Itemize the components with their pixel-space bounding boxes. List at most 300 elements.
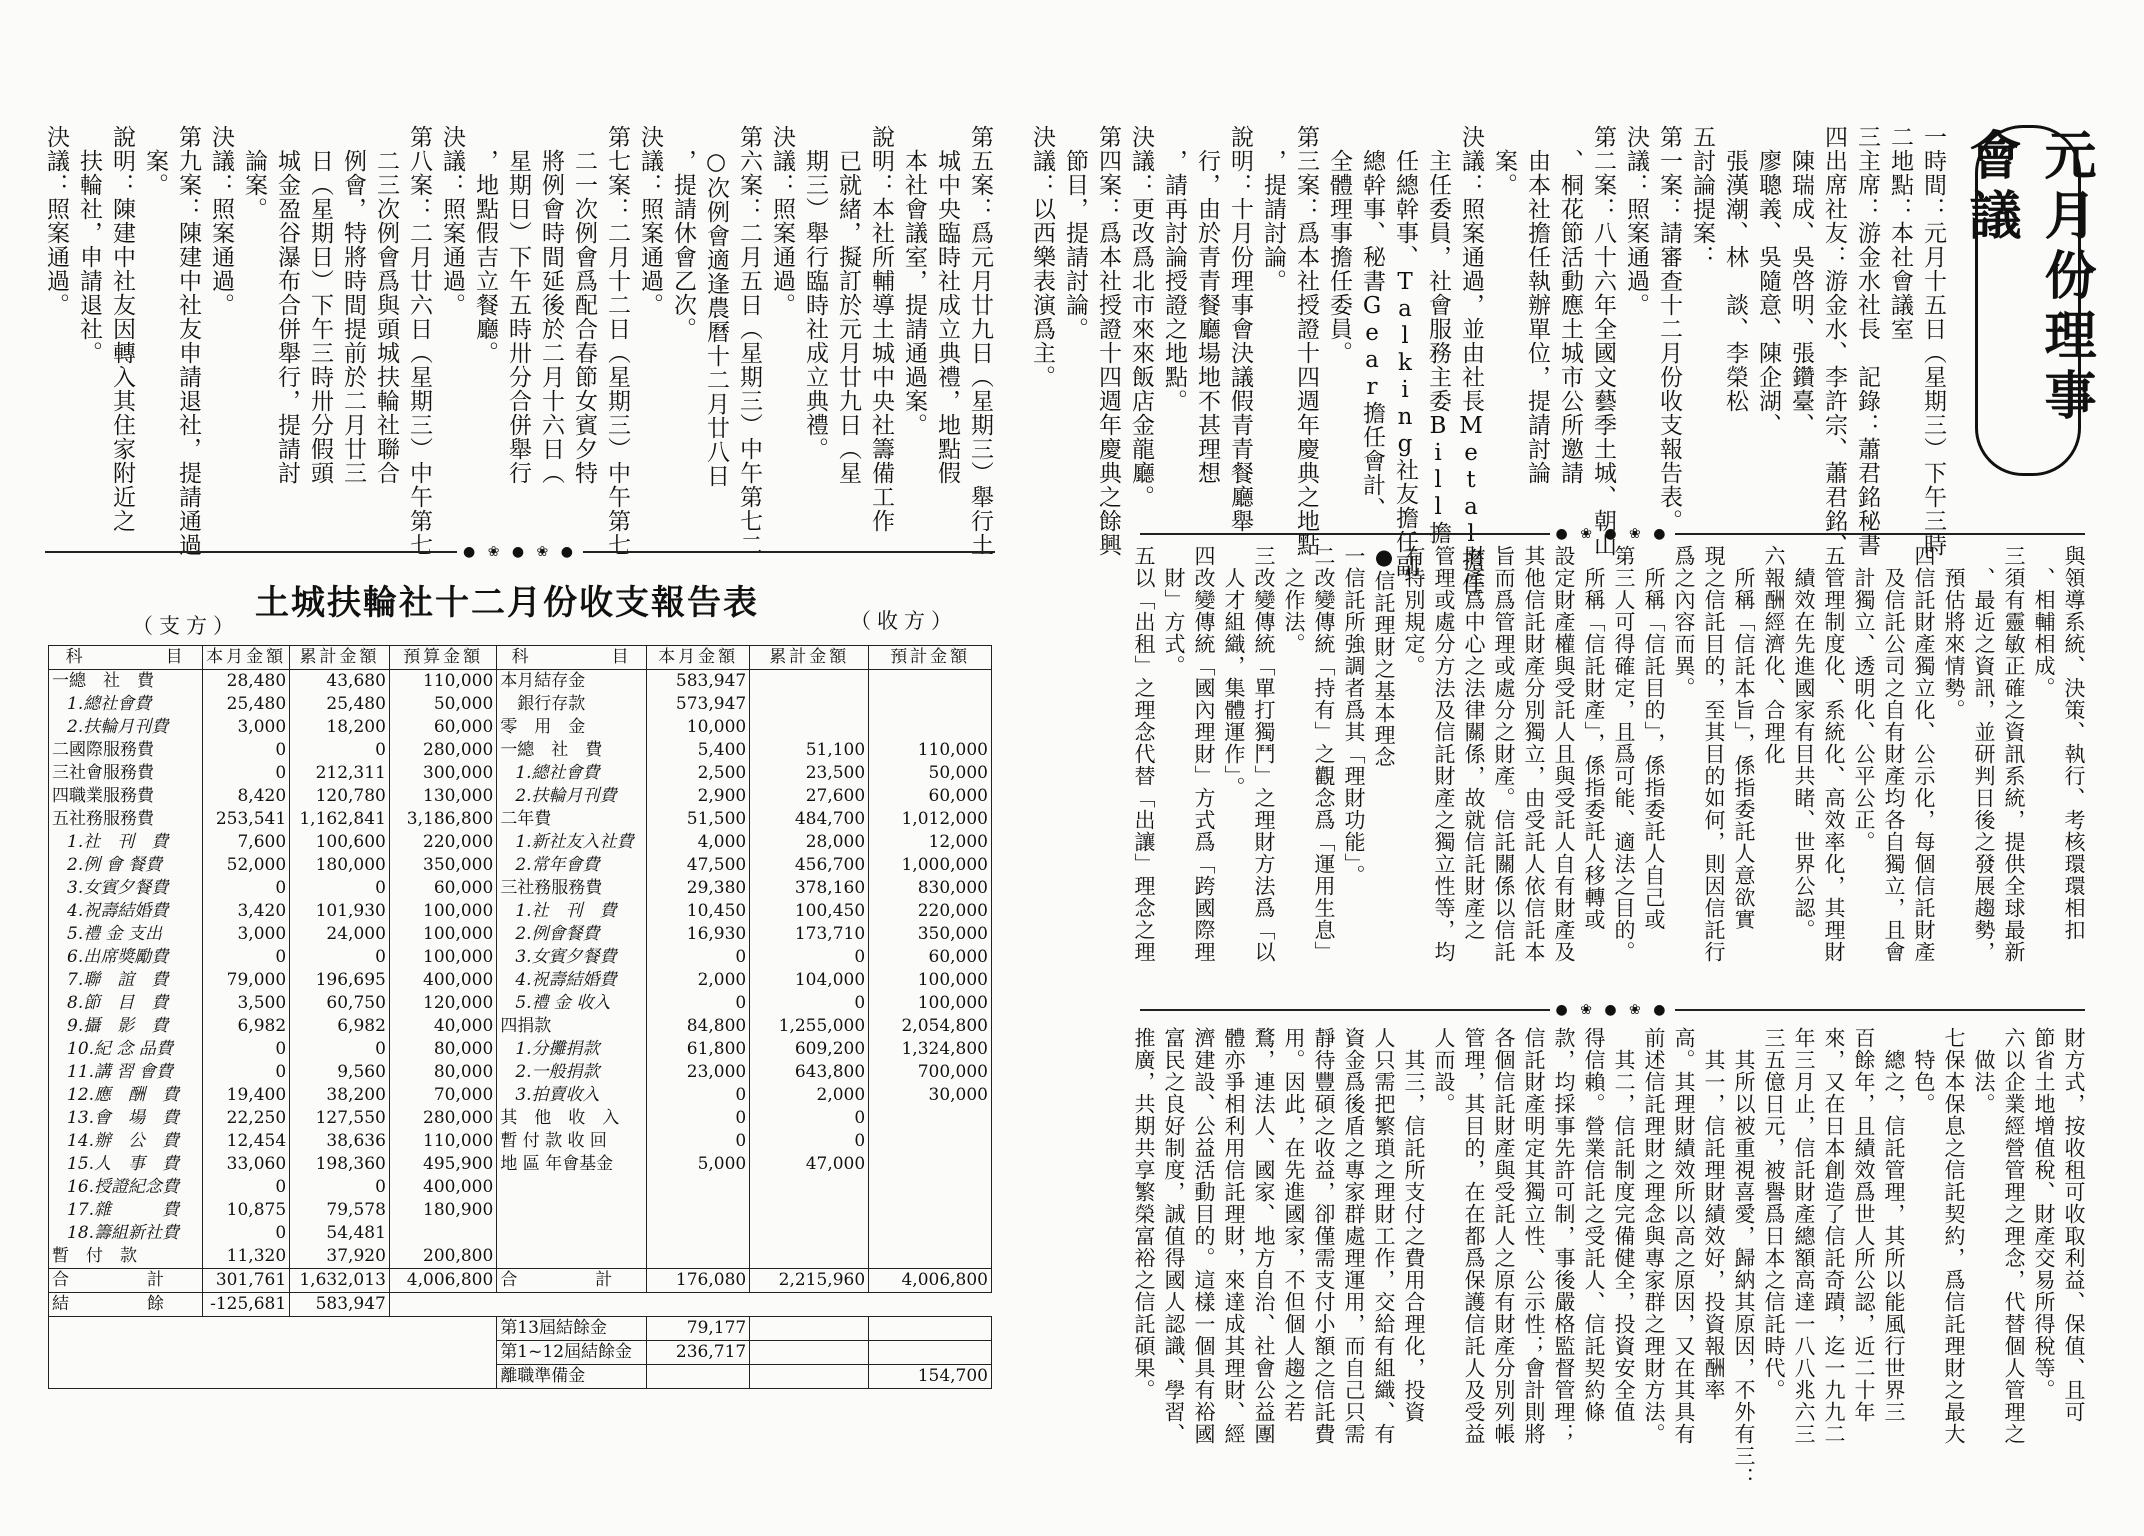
table-cell: 2.扶輪月刊費	[49, 716, 203, 739]
motion-line: 說明：陳建中社友因轉入其住家附近之	[109, 125, 135, 533]
table-row	[49, 1199, 992, 1222]
table-cell: 47,500	[646, 854, 749, 877]
total-cum: 1,632,013	[290, 1269, 390, 1293]
table-cell: 1,324,800	[869, 1038, 992, 1061]
table-cell: 100,000	[869, 969, 992, 992]
meeting-minutes-text	[1025, 125, 1949, 596]
table-cell: 79,000	[203, 969, 290, 992]
table-cell: 29,380	[646, 877, 749, 900]
minutes-line: 決議：照案通過。	[1623, 125, 1649, 317]
table-row	[49, 923, 992, 946]
trust-article-column-1	[1129, 545, 2089, 990]
article-line: 三改變傳統「單打獨鬥」之理財方法爲「以	[1252, 545, 1276, 963]
article-line: 體亦爭相利用信託理財，來達成其理財、經	[1222, 1027, 1246, 1445]
article-line: 一信託所強調者爲其「理財功能」。	[1342, 545, 1366, 887]
table-cell: 0	[290, 946, 390, 969]
table-cell: 2,000	[646, 969, 749, 992]
minutes-line: 行，由於青青餐廳場地不甚理想	[1194, 125, 1220, 485]
table-cell: 0	[290, 1176, 390, 1199]
header-cell: 科 目	[497, 646, 647, 670]
article-line: 其一，信託理財績效好，投資報酬率	[1702, 1027, 1726, 1401]
table-cell: 30,000	[869, 1084, 992, 1107]
motion-line: 決議：照案通過。	[637, 125, 663, 317]
minutes-line: 、桐花節活動應土城市公所邀請	[1557, 125, 1583, 485]
table-cell: 100,600	[290, 831, 390, 854]
table-cell: 三社會服務費	[49, 762, 203, 785]
table-row	[49, 854, 992, 877]
income-total-month: 176,080	[646, 1269, 749, 1293]
table-cell: 27,600	[750, 785, 869, 808]
table-row	[49, 739, 992, 762]
table-cell: 1,012,000	[869, 808, 992, 831]
minutes-line: 全體理事擔任委員。	[1326, 125, 1352, 365]
table-cell: 2,500	[646, 762, 749, 785]
table-cell: 12,454	[203, 1130, 290, 1153]
balance-label: 結 餘	[49, 1293, 203, 1317]
table-cell: 54,481	[290, 1222, 390, 1245]
table-cell: 3,000	[203, 716, 290, 739]
table-cell: 10,450	[646, 900, 749, 923]
divider-mid-right: ● ❀ ● ❀ ●	[1140, 1003, 2085, 1017]
minutes-line: 第一案：請審查十二月份收支報告表。	[1656, 125, 1682, 533]
table-cell	[646, 1222, 749, 1245]
table-cell: 7,600	[203, 831, 290, 854]
table-cell: 0	[646, 1084, 749, 1107]
total-row	[49, 1269, 992, 1293]
minutes-line: 主任委員，社會服務主委Bill擔	[1425, 125, 1451, 545]
table-cell: 104,000	[750, 969, 869, 992]
table-cell: 50,000	[869, 762, 992, 785]
table-cell: 5,000	[646, 1153, 749, 1176]
table-cell: 573,947	[646, 693, 749, 716]
table-cell: 8,420	[203, 785, 290, 808]
table-cell	[750, 716, 869, 739]
table-cell: 4,000	[646, 831, 749, 854]
extra-label: 離職準備金	[497, 1365, 647, 1389]
table-cell: 0	[750, 1130, 869, 1153]
table-cell: 18,200	[290, 716, 390, 739]
motion-line: 期三）舉行臨時社成立典禮。	[802, 125, 828, 461]
table-cell: 0	[290, 877, 390, 900]
table-cell: 0	[203, 1176, 290, 1199]
table-cell: 0	[203, 946, 290, 969]
table-cell: 二年費	[497, 808, 647, 831]
article-line: 績效在先進國家有目共睹、世界公認。	[1792, 545, 1816, 941]
table-cell: 643,800	[750, 1061, 869, 1084]
motion-line: 案。	[142, 125, 168, 197]
table-cell: 350,000	[869, 923, 992, 946]
article-line: 其二，信託制度完備健全，投資安全值	[1612, 1027, 1636, 1423]
table-cell	[750, 1176, 869, 1199]
motion-line: 例會，特將時間提前於二月廿三	[340, 125, 366, 485]
table-cell: 101,930	[290, 900, 390, 923]
table-cell: 70,000	[389, 1084, 496, 1107]
table-cell: 3.女賓夕餐費	[49, 877, 203, 900]
article-line: 及信託公司之自有財產均各自獨立，且會	[1882, 545, 1906, 963]
table-cell: 100,000	[389, 946, 496, 969]
table-cell: 1.總社會費	[49, 693, 203, 716]
article-line: 節省土地增值稅、財產交易所得稅等。	[2032, 1027, 2056, 1401]
table-cell: 16,930	[646, 923, 749, 946]
empty-cell	[646, 1293, 749, 1317]
article-line: 鶩，連法人、國家、地方自治、社會公益團	[1252, 1027, 1276, 1445]
table-cell: 2.例 會 餐費	[49, 854, 203, 877]
article-line: 所稱「信託目的」，係指委託人自己或	[1642, 545, 1666, 931]
table-cell: 0	[290, 739, 390, 762]
article-line: 富民之良好制度，誠值得國人認識、學習、	[1162, 1027, 1186, 1445]
table-cell: 38,636	[290, 1130, 390, 1153]
table-cell: 0	[203, 739, 290, 762]
table-cell: 11,320	[203, 1245, 290, 1269]
table-cell: 二國際服務費	[49, 739, 203, 762]
table-cell: 60,000	[869, 946, 992, 969]
table-cell: 10,000	[646, 716, 749, 739]
table-cell	[750, 693, 869, 716]
table-cell: 25,480	[290, 693, 390, 716]
table-cell: 6,982	[290, 1015, 390, 1038]
article-line: 資金爲後盾之專家群處理運用，而自己只需	[1342, 1027, 1366, 1445]
header-cell: 本月金額	[646, 646, 749, 670]
article-line: 之作法。	[1282, 545, 1306, 655]
table-cell: 28,480	[203, 670, 290, 694]
extra-label: 第13屆結餘金	[497, 1317, 647, 1341]
table-cell: 9,560	[290, 1061, 390, 1084]
table-row	[49, 762, 992, 785]
table-cell: 7.聯 誼 費	[49, 969, 203, 992]
motion-line: 城中央臨時社成立典禮，地點假	[934, 125, 960, 485]
table-cell	[869, 1130, 992, 1153]
total-budget: 4,006,800	[389, 1269, 496, 1293]
table-cell: 10,875	[203, 1199, 290, 1222]
minutes-line: 四出席社友：游金水、李許宗、蕭君銘、	[1821, 125, 1847, 557]
table-cell	[750, 1222, 869, 1245]
motion-line: 星期日）下午五時卅分合併舉行	[505, 125, 531, 485]
table-cell: 0	[646, 1107, 749, 1130]
table-cell: 0	[203, 1222, 290, 1245]
article-line: 各個信託財產與受託人之原有財產分別列帳	[1492, 1027, 1516, 1445]
motion-line: 決議：照案通過。	[769, 125, 795, 317]
table-cell	[497, 1245, 647, 1269]
table-cell: 50,000	[389, 693, 496, 716]
table-cell: 43,680	[290, 670, 390, 694]
table-cell: 0	[646, 992, 749, 1015]
table-row	[49, 877, 992, 900]
motion-line: 論案。	[241, 125, 267, 221]
table-cell	[497, 1199, 647, 1222]
article-line: 人才組織，集體運作」。	[1222, 545, 1246, 799]
minutes-line: 由本社擔任執辦單位，提請討論	[1524, 125, 1550, 485]
total-label: 合 計	[49, 1269, 203, 1293]
table-cell: 52,000	[203, 854, 290, 877]
table-cell: 0	[203, 877, 290, 900]
table-cell	[869, 716, 992, 739]
minutes-line: 五討論提案：	[1689, 125, 1715, 269]
table-row	[49, 1153, 992, 1176]
minutes-line: 第三案：爲本社授證十四週年慶典之地點	[1293, 125, 1319, 557]
balance-cum: 583,947	[290, 1293, 390, 1317]
motion-line: 二三次例會爲與頭城扶輪社聯合	[373, 125, 399, 485]
table-cell: 13.會 場 費	[49, 1107, 203, 1130]
table-row	[49, 1107, 992, 1130]
article-line: ●信託理財之基本理念	[1372, 545, 1396, 768]
table-cell: 15.人 事 費	[49, 1153, 203, 1176]
table-cell: 6.出席獎勵費	[49, 946, 203, 969]
table-cell: 4.祝壽結婚費	[497, 969, 647, 992]
table-cell: 3.女賓夕餐費	[497, 946, 647, 969]
table-cell: 60,000	[389, 877, 496, 900]
article-line: 六報酬經濟化、合理化	[1762, 545, 1786, 765]
motion-line: ，地點假吉立餐廳。	[472, 125, 498, 365]
table-cell: 0	[290, 1038, 390, 1061]
table-cell: 127,550	[290, 1107, 390, 1130]
table-row	[49, 946, 992, 969]
article-line: 靜待豐碩之收益，卻僅需支付小額之信託費	[1312, 1027, 1336, 1445]
motion-line: 第五案：爲元月廿九日（星期三）舉行土	[967, 125, 993, 557]
minutes-line: ，請再討論授證之地點。	[1161, 125, 1187, 413]
table-cell: 9.攝 影 費	[49, 1015, 203, 1038]
extra-value: 236,717	[646, 1341, 749, 1365]
table-cell	[869, 670, 992, 694]
motion-line: 本社會議室，提請通過案。	[901, 125, 927, 437]
table-cell: 17.雜 費	[49, 1199, 203, 1222]
expense-side-label: （支方）	[132, 614, 240, 638]
article-line: 財方式，按收租可收取利益、保值、且可	[2062, 1027, 2086, 1423]
table-cell: 37,920	[290, 1245, 390, 1269]
minutes-line: 廖聰義、吳隨意、陳企湖、	[1755, 125, 1781, 437]
table-cell: 3,420	[203, 900, 290, 923]
table-row	[49, 670, 992, 694]
table-cell: 110,000	[389, 670, 496, 694]
article-line: 四信託財產獨立化、公示化，每個信託財產	[1912, 545, 1936, 963]
trust-article-column-2	[1129, 1027, 2089, 1489]
table-cell: 1.社 刊 費	[497, 900, 647, 923]
extra-value	[646, 1365, 749, 1389]
motion-line: 決議：照案通過。	[439, 125, 465, 317]
table-row	[49, 716, 992, 739]
table-cell: 0	[750, 946, 869, 969]
article-line: 年三月止，信託財產總額高達一八八兆六三	[1792, 1027, 1816, 1445]
table-row	[49, 969, 992, 992]
table-cell: 其 他 收 入	[497, 1107, 647, 1130]
table-cell: 2,054,800	[869, 1015, 992, 1038]
table-cell: 14.辦 公 費	[49, 1130, 203, 1153]
header-cell: 累計金額	[750, 646, 869, 670]
table-cell: 220,000	[389, 831, 496, 854]
table-cell: 484,700	[750, 808, 869, 831]
table-cell: 198,360	[290, 1153, 390, 1176]
total-month: 301,761	[203, 1269, 290, 1293]
minutes-line: 第二案：八十六年全國文藝季土城、朝山	[1590, 125, 1616, 557]
table-cell	[389, 1222, 496, 1245]
extra-value: 79,177	[646, 1317, 749, 1341]
table-cell: 100,450	[750, 900, 869, 923]
table-row	[49, 992, 992, 1015]
table-cell: 五社務服務費	[49, 808, 203, 831]
table-cell: 5.禮 金 收入	[497, 992, 647, 1015]
article-line: 旨而爲管理或處分之財產。信託關係以信託	[1492, 545, 1516, 963]
table-cell	[869, 1153, 992, 1176]
table-cell	[750, 670, 869, 694]
financial-report-table	[48, 645, 992, 1389]
table-cell	[497, 1222, 647, 1245]
article-line: 百餘年，且績效爲世人所公認，近二十年	[1852, 1027, 1876, 1423]
table-cell	[646, 1245, 749, 1269]
extra-budget	[869, 1341, 992, 1365]
balance-row	[49, 1293, 992, 1317]
table-cell: 2.扶輪月刊費	[497, 785, 647, 808]
table-cell: 583,947	[646, 670, 749, 694]
article-line: 三五億日元，被譽爲日本之信託時代。	[1762, 1027, 1786, 1401]
table-cell: 60,000	[389, 716, 496, 739]
income-side-label: （收方）	[850, 609, 958, 633]
header-cell: 科 目	[49, 646, 203, 670]
table-cell: 0	[750, 992, 869, 1015]
table-cell: 130,000	[389, 785, 496, 808]
table-cell: 51,500	[646, 808, 749, 831]
table-cell: 23,000	[646, 1061, 749, 1084]
table-cell	[869, 1222, 992, 1245]
minutes-line: 節目，提請討論。	[1062, 125, 1088, 341]
table-cell: 378,160	[750, 877, 869, 900]
motion-line: 第八案：二月廿六日（星期三）中午第七	[406, 125, 432, 557]
table-cell: 33,060	[203, 1153, 290, 1176]
minutes-line: 總幹事、秘書Gear擔任會計、	[1359, 125, 1385, 521]
table-cell: 23,500	[750, 762, 869, 785]
table-cell: 830,000	[869, 877, 992, 900]
article-line: 現之信託目的，至其目的如何，則因信託行	[1702, 545, 1726, 963]
article-line: 做法。	[1972, 1027, 1996, 1115]
table-row	[49, 831, 992, 854]
motion-line: 說明：本社所輔導土城中央社籌備工作	[868, 125, 894, 533]
table-cell: 2.一般捐款	[497, 1061, 647, 1084]
article-line: 管理或處分方法及信託財產之獨立性等，均	[1432, 545, 1456, 963]
table-row	[49, 1176, 992, 1199]
table-cell: 110,000	[869, 739, 992, 762]
table-cell: 12.應 酬 費	[49, 1084, 203, 1107]
extra-empty	[750, 1341, 869, 1365]
article-line: 、最近之資訊，並研判日後之發展趨勢，	[1972, 545, 1996, 963]
header-cell: 預算金額	[389, 646, 496, 670]
article-line: 爲之內容而異。	[1672, 545, 1696, 699]
table-cell: 110,000	[389, 1130, 496, 1153]
article-line: 高。其理財績效所以高之原因，又在其具有	[1672, 1027, 1696, 1445]
table-cell	[497, 1176, 647, 1199]
article-line: 二改變傳統「持有」之觀念爲「運用生息」	[1312, 545, 1336, 963]
table-cell: 456,700	[750, 854, 869, 877]
motion-line: 二一次例會爲配合春節女賓夕特	[571, 125, 597, 485]
table-cell: 400,000	[389, 1176, 496, 1199]
table-cell: 22,250	[203, 1107, 290, 1130]
table-cell: 19,400	[203, 1084, 290, 1107]
motion-line: 第六案：二月五日（星期三）中午第七二	[736, 125, 762, 557]
article-line: 來，又在日本創造了信託奇蹟，迄一九九二	[1822, 1027, 1846, 1445]
table-cell: 120,000	[389, 992, 496, 1015]
table-cell: 地 區 年會基金	[497, 1153, 647, 1176]
extra-row	[49, 1317, 992, 1341]
table-row	[49, 1245, 992, 1269]
table-cell: 609,200	[750, 1038, 869, 1061]
table-cell: 18.籌組新社費	[49, 1222, 203, 1245]
motion-line: 城金盈谷瀑布合併舉行，提請討	[274, 125, 300, 485]
balance-month: -125,681	[203, 1293, 290, 1317]
table-cell: 24,000	[290, 923, 390, 946]
table-cell: 253,541	[203, 808, 290, 831]
table-cell: 8.節 目 費	[49, 992, 203, 1015]
article-line: 、相輔相成。	[2032, 545, 2056, 699]
table-cell: 0	[203, 762, 290, 785]
table-cell: 25,480	[203, 693, 290, 716]
table-row	[49, 1015, 992, 1038]
table-cell: 1.總社會費	[497, 762, 647, 785]
table-row	[49, 1084, 992, 1107]
header-cell: 累計金額	[290, 646, 390, 670]
article-line: 五管理制度化、系統化、高效率化，其理財	[1822, 545, 1846, 963]
table-cell: 1,000,000	[869, 854, 992, 877]
article-line: 人而設。	[1432, 1027, 1456, 1115]
table-cell: 100,000	[389, 923, 496, 946]
extra-budget: 154,700	[869, 1365, 992, 1389]
table-cell: 80,000	[389, 1061, 496, 1084]
table-row	[49, 900, 992, 923]
article-line: 推廣，共期共享繁榮富裕之信託碩果。	[1132, 1027, 1156, 1401]
table-cell: 5.禮 金 支出	[49, 923, 203, 946]
table-cell: 一總 社 費	[49, 670, 203, 694]
table-cell: 1,162,841	[290, 808, 390, 831]
motion-line: ○次例會適逢農曆十二月廿八日	[703, 125, 729, 488]
article-line: 預估將來情勢。	[1942, 545, 1966, 721]
table-cell: 280,000	[389, 739, 496, 762]
minutes-line: 一時間：元月十五日（星期三）下午三時	[1920, 125, 1946, 557]
article-line: 其所以被重視喜愛，歸納其原因，不外有三：	[1732, 1027, 1756, 1489]
table-cell	[869, 1107, 992, 1130]
table-cell: 10.紀 念 品費	[49, 1038, 203, 1061]
article-line: 五以「出租」之理念代替「出讓」理念之理	[1132, 545, 1156, 963]
minutes-line: 三主席：游金水社長 記錄：蕭君銘秘書	[1854, 125, 1880, 557]
article-line: 三須有靈敏正確之資訊系統，提供全球最新	[2002, 545, 2026, 963]
minutes-line: 案。	[1491, 125, 1517, 197]
article-line: 所稱「信託本旨」，係指委託人意欲實	[1732, 545, 1756, 931]
minutes-line: 張漢潮、林 談、李榮松	[1722, 125, 1748, 413]
minutes-line: 第四案：爲本社授證十四週年慶典之餘興	[1095, 125, 1121, 557]
article-line: 前述信託理財之理念與專家群之理財方法。	[1642, 1027, 1666, 1445]
table-cell	[750, 1245, 869, 1269]
motion-line: 日（星期日）下午三時卅分假頭	[307, 125, 333, 485]
table-cell: 0	[646, 946, 749, 969]
table-cell: 84,800	[646, 1015, 749, 1038]
motion-line: 決議：照案通過。	[208, 125, 234, 317]
table-row	[49, 1222, 992, 1245]
table-row	[49, 785, 992, 808]
table-cell: 1.新社友入社費	[497, 831, 647, 854]
article-line: 特色。	[1912, 1027, 1936, 1115]
table-row	[49, 693, 992, 716]
table-cell: 11.講 習 會費	[49, 1061, 203, 1084]
table-cell: 300,000	[389, 762, 496, 785]
minutes-line: 說明：十月份理事會決議假青青餐廳舉	[1227, 125, 1253, 533]
header-cell: 預計金額	[869, 646, 992, 670]
motions-text	[39, 125, 996, 557]
table-cell: 400,000	[389, 969, 496, 992]
motion-line: 第七案：二月十二日（星期三）中午第七	[604, 125, 630, 557]
motion-line: 扶輪社，申請退社。	[76, 125, 102, 365]
table-cell: 212,311	[290, 762, 390, 785]
table-cell	[646, 1176, 749, 1199]
empty-cell	[497, 1293, 647, 1317]
table-cell: 100,000	[389, 900, 496, 923]
table-cell: 280,000	[389, 1107, 496, 1130]
extra-budget	[869, 1317, 992, 1341]
article-line: 第三人可得確定，且爲可能、適法之目的。	[1612, 545, 1636, 963]
